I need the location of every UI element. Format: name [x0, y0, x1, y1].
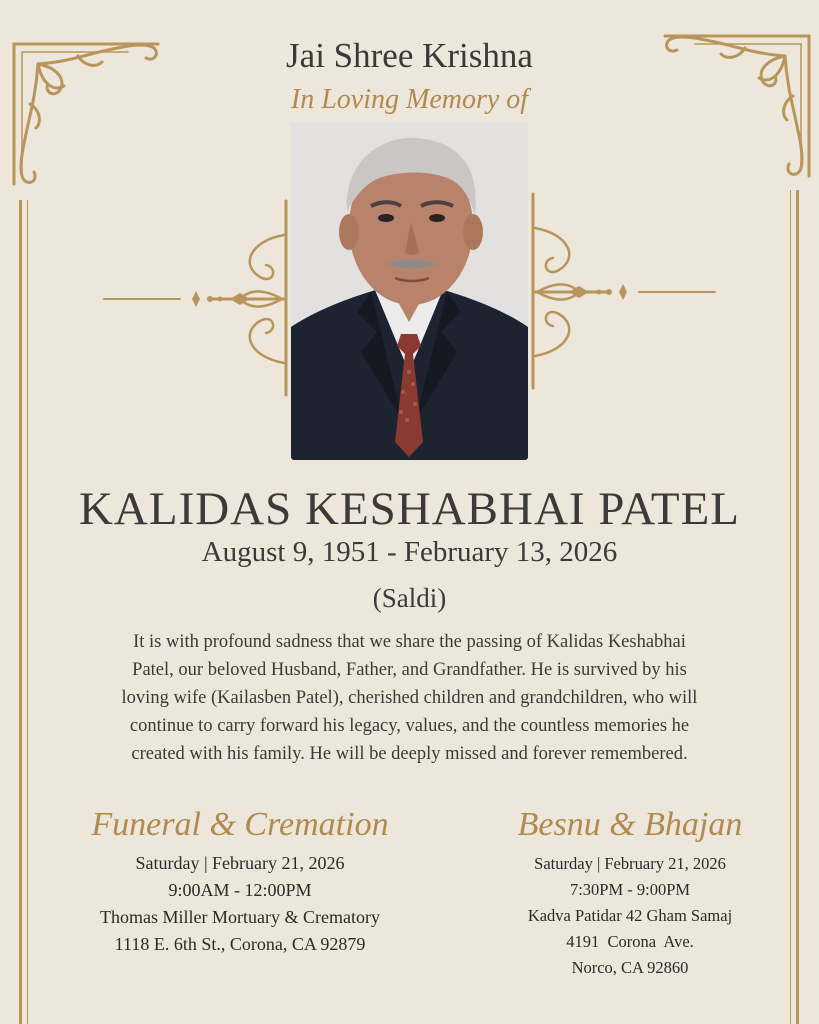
funeral-event	[30, 806, 450, 958]
besnu-event	[470, 806, 790, 981]
life-dates: August 9, 1951 - February 13, 2026	[201, 536, 618, 568]
funeral-date: Saturday | February 21, 2026	[135, 853, 345, 873]
portrait-photo	[291, 122, 528, 460]
funeral-title: Funeral & Cremation	[91, 806, 389, 843]
flourish-right-ornament	[527, 188, 719, 398]
funeral-address: 1118 E. 6th St., Corona, CA 92879	[114, 934, 366, 954]
in-memory-subtitle: In Loving Memory of	[290, 84, 529, 115]
besnu-date: Saturday | February 21, 2026	[534, 854, 726, 873]
besnu-title: Besnu & Bhajan	[517, 806, 743, 843]
greeting-heading: Jai Shree Krishna	[286, 36, 533, 75]
besnu-address-line1: 4191 Corona Ave.	[566, 932, 694, 951]
funeral-venue: Thomas Miller Mortuary & Crematory	[100, 907, 380, 927]
besnu-venue: Kadva Patidar 42 Gham Samaj	[527, 906, 733, 925]
decedent-nickname: (Saldi)	[372, 583, 447, 613]
decedent-name: KALIDAS KESHABHAI PATEL	[78, 483, 740, 535]
flourish-left-ornament	[100, 195, 292, 405]
memorial-message: It is with profound sadness that we share the passing of Kalidas Keshabhai Patel, our beloved Husband, Father, and Grandfather. He is survived by his loving wife (Kailasben Patel), cherished children and grandchildren, who will continue to carry forward his legacy, values, and the countless memories he created with his family. He will be deeply missed and forever remembered.	[121, 632, 698, 764]
funeral-time: 9:00AM - 12:00PM	[168, 880, 312, 900]
besnu-address-line2: Norco, CA 92860	[571, 958, 689, 977]
besnu-time: 7:30PM - 9:00PM	[569, 880, 691, 899]
